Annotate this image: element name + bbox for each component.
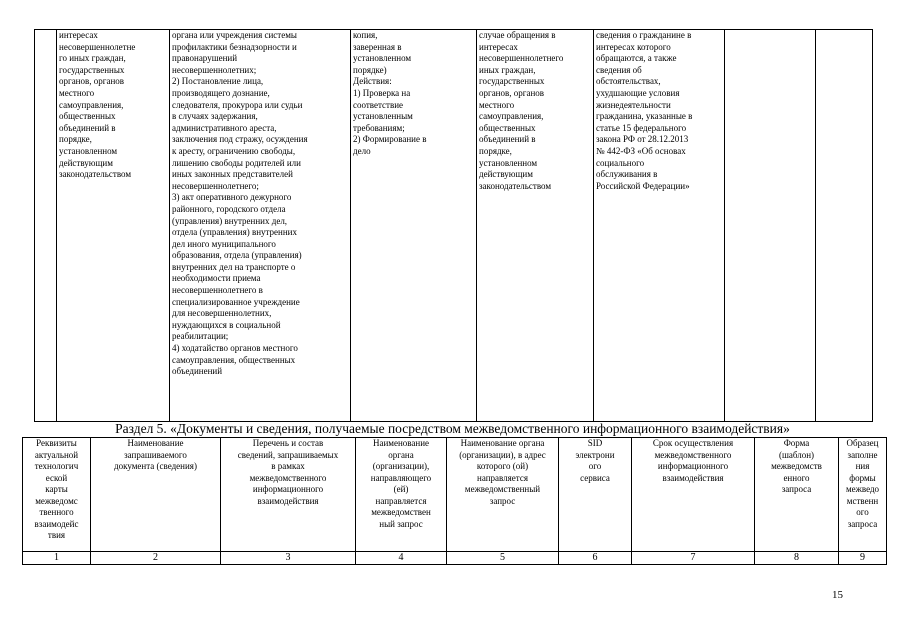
cell-line: профилактики безнадзорности и: [172, 41, 297, 52]
cell-line: самоуправления, общественных: [172, 354, 296, 365]
table-cell: [57, 30, 170, 422]
header-cell: [91, 438, 221, 552]
cell-line: несовершеннолетне: [59, 41, 136, 52]
header-line: ный запрос: [379, 518, 423, 529]
cell-line: закона РФ от 28.12.2013: [596, 134, 689, 145]
cell-line: законодательством: [59, 169, 132, 180]
cell-line: объединений в: [59, 122, 116, 133]
cell-line: государственных: [479, 76, 545, 87]
header-line: Форма: [783, 438, 810, 448]
table-cell: [170, 30, 351, 422]
header-line: информационного: [252, 484, 324, 494]
cell-line: 4) ходатайство органов местного: [172, 343, 298, 354]
table-cell: [594, 30, 725, 422]
header-line: (организации), в адрес: [459, 449, 546, 460]
cell-line: отдела (управления) внутренних: [172, 227, 298, 238]
continued-table: [34, 29, 873, 422]
cell-line: самоуправления,: [59, 99, 124, 110]
cell-line: несовершеннолетнего: [479, 53, 564, 64]
cell-line: общественных: [479, 122, 536, 133]
header-line: (шаблон): [778, 449, 815, 460]
cell-line: необходимости приема: [172, 273, 261, 284]
cell-line: 2) Постановление лица,: [172, 76, 264, 87]
header-line: (организации),: [372, 461, 430, 471]
cell-line: (управления) внутренних дел,: [172, 215, 288, 226]
header-line: ния: [855, 461, 870, 471]
cell-line: органов, органов: [479, 87, 545, 98]
cell-line: иных законных представителей: [172, 169, 293, 180]
cell-line: копия,: [353, 30, 378, 40]
cell-line: государственных: [59, 64, 125, 75]
cell-line: статье 15 федерального: [596, 122, 687, 133]
column-number-cell: 8: [755, 552, 839, 565]
column-number-cell: 4: [356, 552, 447, 565]
header-line: SID: [587, 438, 603, 448]
cell-line: заключения под стражу, осуждения: [172, 134, 308, 145]
header-line: межведомственный: [464, 484, 541, 494]
header-line: органа: [388, 449, 414, 460]
cell-line: соответствие: [353, 99, 404, 110]
cell-line: Действия:: [353, 76, 392, 87]
header-line: еской: [45, 472, 68, 483]
header-line: актуальной: [34, 449, 79, 460]
header-line: ого: [588, 461, 602, 471]
header-line: запрашиваемого: [124, 449, 187, 460]
cell-line: установленном: [353, 53, 412, 64]
cell-line: для несовершеннолетних,: [172, 308, 272, 319]
header-cell: [559, 438, 632, 552]
cell-line: специализированное учреждение: [172, 296, 300, 307]
header-line: Образец: [846, 438, 879, 448]
column-number-row: [23, 552, 887, 565]
cell-line: 2) Формирование в: [353, 134, 427, 145]
cell-line: иных граждан,: [479, 64, 536, 75]
header-line: Перечень и состав: [252, 438, 324, 448]
header-line: Наименование органа: [460, 438, 545, 448]
cell-line: заверенная в: [353, 41, 402, 52]
header-line: формы: [849, 472, 876, 483]
cell-line: сведения о гражданине в: [596, 30, 692, 40]
cell-line: к аресту, ограничению свободы,: [172, 145, 296, 156]
header-line: запроса: [781, 484, 812, 494]
cell-line: действующим: [59, 157, 113, 168]
cell-line: объединений: [172, 366, 223, 377]
section-5-table: [22, 437, 887, 565]
cell-line: нуждающихся в социальной: [172, 319, 281, 330]
header-line: (ей): [393, 484, 409, 494]
cell-line: жизнедеятельности: [596, 99, 671, 110]
cell-line: в случаях задержания,: [172, 111, 258, 122]
cell-line: производящего дознание,: [172, 87, 270, 98]
page-number: 15: [832, 589, 843, 601]
header-line: взаимодейс: [34, 518, 79, 529]
header-line: документа (сведения): [114, 461, 197, 471]
header-line: взаимодействия: [662, 472, 724, 483]
header-line: технологич: [34, 461, 79, 471]
header-line: сведений, запрашиваемых: [237, 449, 339, 460]
header-line: информационного: [657, 461, 729, 471]
header-line: взаимодействия: [257, 495, 319, 506]
column-number-cell: 5: [447, 552, 559, 565]
column-number-cell: 7: [632, 552, 755, 565]
cell-line: обслуживания в: [596, 169, 658, 180]
cell-line: самоуправления,: [479, 111, 544, 122]
cell-line: объединений в: [479, 134, 536, 145]
column-number-cell: 3: [221, 552, 356, 565]
header-cell: [839, 438, 887, 552]
cell-line: интересах которого: [596, 41, 671, 52]
header-line: межведомствен: [371, 507, 431, 517]
cell-line: дел иного муниципального: [172, 238, 276, 249]
cell-line: 3) акт оперативного дежурного: [172, 192, 292, 203]
cell-line: установленном: [59, 145, 118, 156]
table-cell: [351, 30, 477, 422]
cell-line: общественных: [59, 111, 116, 122]
header-cell: [221, 438, 356, 552]
header-cell: [356, 438, 447, 552]
cell-line: внутренних дел на транспорте о: [172, 261, 296, 272]
cell-line: порядке,: [479, 145, 512, 156]
cell-line: местного: [479, 99, 515, 110]
table-cell: [477, 30, 594, 422]
table-cell: [725, 30, 816, 422]
cell-line: обращаются, а также: [596, 53, 677, 64]
cell-line: следователя, прокурора или судьи: [172, 99, 303, 110]
cell-line: ухудшающие условия: [596, 87, 680, 98]
table-header-row: [23, 438, 887, 552]
cell-line: случае обращения в: [479, 30, 556, 40]
header-line: мственн: [846, 495, 879, 506]
cell-line: правонарушений: [172, 53, 238, 64]
cell-line: установленным: [353, 111, 413, 122]
cell-line: несовершеннолетнего;: [172, 180, 259, 191]
header-line: запрос: [489, 495, 516, 506]
header-cell: [447, 438, 559, 552]
cell-line: гражданина, указанные в: [596, 111, 693, 122]
header-line: твия: [47, 530, 66, 540]
header-cell: [23, 438, 91, 552]
cell-line: Российской Федерации»: [596, 180, 690, 191]
header-line: ого: [856, 507, 869, 517]
table-cell: [816, 30, 873, 422]
column-number-cell: 2: [91, 552, 221, 565]
column-number-cell: 6: [559, 552, 632, 565]
header-line: направляется: [375, 495, 427, 506]
header-cell: [632, 438, 755, 552]
header-line: межведо: [845, 484, 880, 494]
table-cell: [35, 30, 57, 422]
column-number-cell: 9: [839, 552, 887, 565]
cell-line: № 442-ФЗ «Об основах: [596, 145, 686, 156]
header-line: электрони: [575, 449, 615, 460]
header-line: запроса: [847, 518, 878, 529]
header-line: которого (ой): [476, 461, 529, 471]
cell-line: порядке,: [59, 134, 92, 145]
cell-line: установленном: [479, 157, 538, 168]
header-line: Наименование: [372, 438, 430, 448]
cell-line: сведения об: [596, 64, 642, 75]
header-line: твенного: [39, 507, 74, 517]
header-line: карты: [45, 484, 68, 494]
cell-line: образования, отдела (управления): [172, 250, 302, 261]
header-line: межведомс: [35, 495, 78, 506]
cell-line: действующим: [479, 169, 533, 180]
cell-line: законодательством: [479, 180, 552, 191]
cell-line: обстоятельствах,: [596, 76, 661, 87]
cell-line: требованиям;: [353, 122, 405, 133]
cell-line: несовершеннолетнего в: [172, 285, 263, 296]
cell-line: реабилитации;: [172, 331, 229, 342]
cell-line: дело: [353, 145, 371, 156]
cell-line: социального: [596, 157, 645, 168]
header-line: заполне: [847, 449, 878, 460]
header-cell: [755, 438, 839, 552]
cell-line: лишению свободы родителей или: [172, 157, 301, 168]
header-line: межведомств: [771, 461, 822, 471]
header-line: сервиса: [580, 472, 610, 483]
header-line: Реквизиты: [36, 438, 77, 448]
cell-line: несовершеннолетних;: [172, 64, 257, 75]
cell-line: го иных граждан,: [59, 53, 126, 64]
header-line: Наименование: [127, 438, 184, 448]
section-heading: Раздел 5. «Документы и сведения, получаемые посредством межведомственного информационного взаимодействия»: [115, 421, 790, 436]
header-line: межведомственного: [249, 472, 327, 483]
column-number-cell: 1: [23, 552, 91, 565]
header-line: направляется: [477, 472, 528, 483]
cell-line: порядке): [353, 64, 387, 75]
cell-line: органов, органов: [59, 76, 125, 87]
cell-line: районного, городского отдела: [172, 203, 286, 214]
header-line: енного: [783, 472, 810, 483]
header-line: в рамках: [271, 461, 305, 471]
cell-line: 1) Проверка на: [353, 87, 411, 98]
cell-line: органа или учреждения системы: [172, 30, 297, 40]
cell-line: местного: [59, 87, 95, 98]
cell-line: интересах: [59, 30, 98, 40]
header-line: Срок осуществления: [652, 438, 734, 448]
header-line: направляющего: [370, 472, 432, 483]
cell-line: интересах: [479, 41, 518, 52]
header-line: межведомственного: [654, 449, 732, 460]
table-row: [35, 30, 873, 422]
cell-line: административного ареста,: [172, 122, 277, 133]
